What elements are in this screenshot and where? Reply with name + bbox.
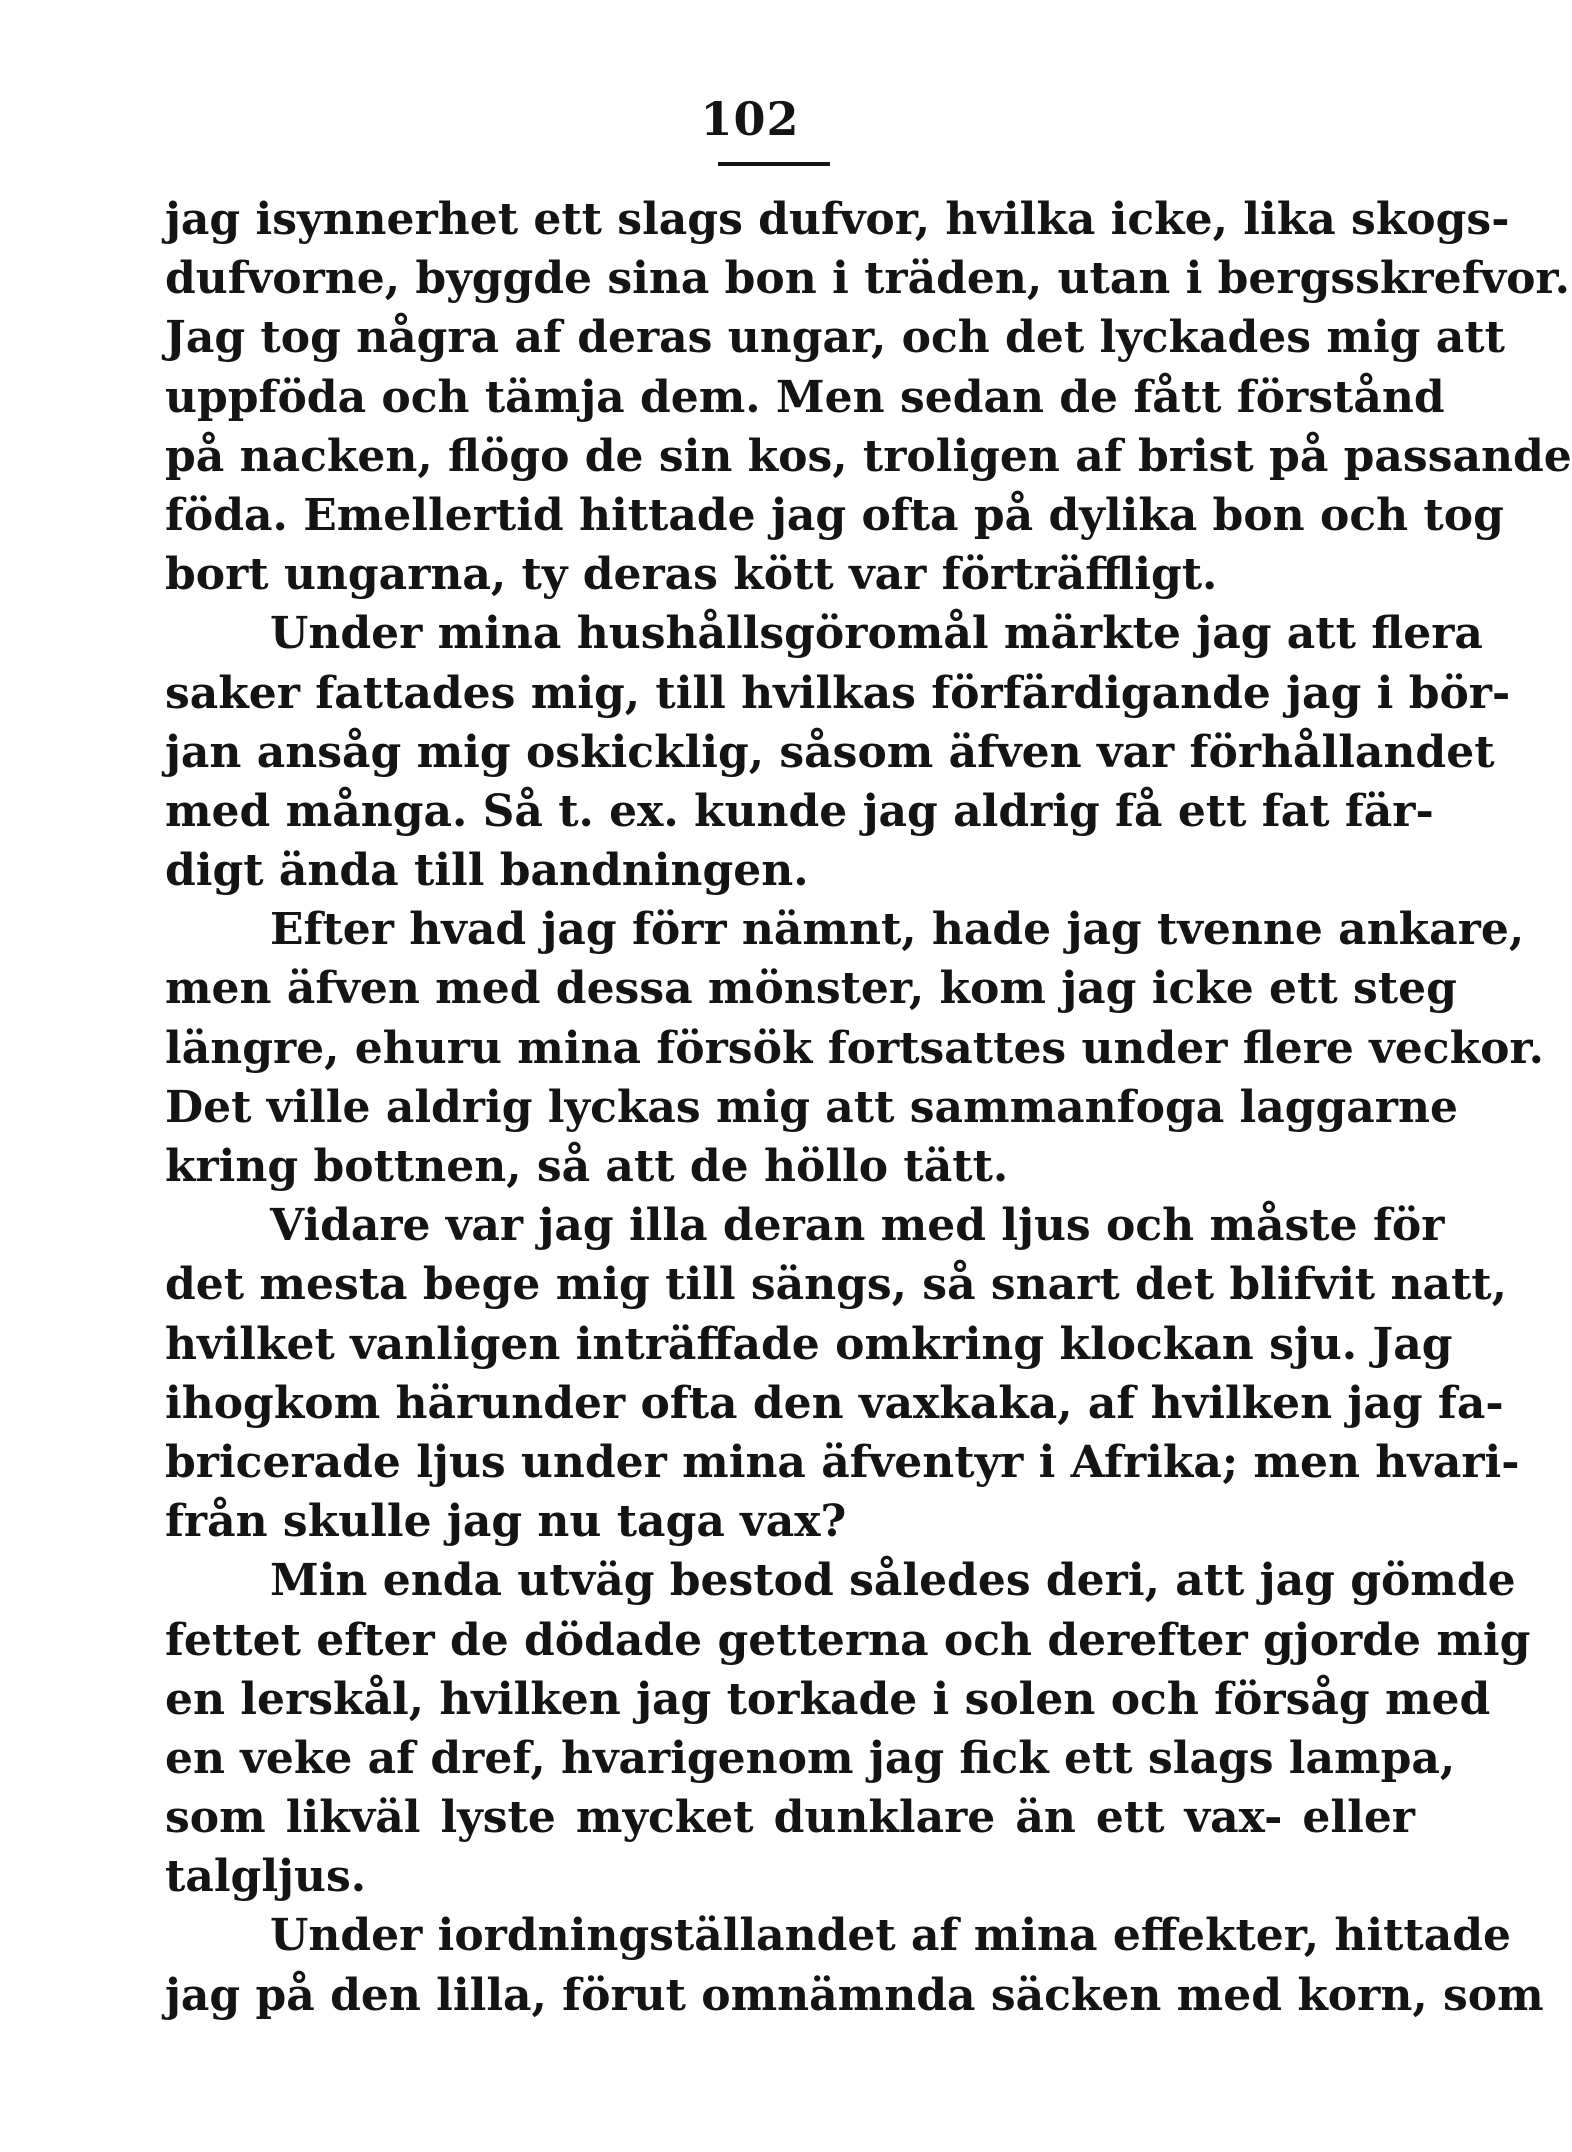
- text-line: digt ända till bandningen.: [165, 845, 809, 897]
- text-line: Min enda utväg bestod således deri, att jag gömde: [270, 1555, 1516, 1607]
- text-line: Vidare var jag illa deran med ljus och måste för: [270, 1200, 1445, 1252]
- text-line: på nacken, flögo de sin kos, troligen af brist på passande: [165, 430, 1572, 482]
- text-line: jan ansåg mig oskicklig, såsom äfven var förhållandet: [165, 726, 1495, 778]
- text-line: det mesta bege mig till sängs, så snart det blifvit natt,: [165, 1259, 1507, 1311]
- text-line: Under mina hushållsgöromål märkte jag att flera: [270, 608, 1483, 660]
- text-line: föda. Emellertid hittade jag ofta på dylika bon och tog: [165, 489, 1504, 541]
- text-line: från skulle jag nu taga vax?: [165, 1496, 847, 1548]
- text-line: fettet efter de dödade getterna och derefter gjorde mig: [165, 1614, 1531, 1666]
- text-line: men äfven med dessa mönster, kom jag icke ett steg: [165, 963, 1457, 1015]
- text-line: ihogkom härunder ofta den vaxkaka, af hvilken jag fa-: [165, 1377, 1504, 1429]
- text-line: med många. Så t. ex. kunde jag aldrig få ett fat fär-: [165, 785, 1434, 837]
- text-line: kring bottnen, så att de höllo tätt.: [165, 1141, 1009, 1192]
- text-line: jag isynnerhet ett slags dufvor, hvilka icke, lika skogs-: [165, 194, 1510, 245]
- page-number-underline: [718, 162, 830, 166]
- text-line: Efter hvad jag förr nämnt, hade jag tvenne ankare,: [270, 904, 1525, 956]
- text-line: bricerade ljus under mina äfventyr i Afrika; men hvari-: [165, 1436, 1520, 1488]
- page-number: 102: [700, 92, 800, 146]
- text-line: en lerskål, hvilken jag torkade i solen och försåg med: [165, 1673, 1491, 1725]
- text-line: hvilket vanligen inträffade omkring klockan sju. Jag: [165, 1318, 1453, 1370]
- text-line: en veke af dref, hvarigenom jag fick ett slags lampa,: [165, 1732, 1456, 1784]
- body-text: [165, 190, 1572, 2025]
- text-line: Jag tog några af deras ungar, och det lyckades mig att: [165, 312, 1505, 364]
- text-line: som likväl lyste mycket dunklare än ett vax- eller: [165, 1792, 1415, 1844]
- text-line: längre, ehuru mina försök fortsattes under flere veckor.: [165, 1022, 1544, 1074]
- text-line: Det ville aldrig lyckas mig att sammanfoga laggarne: [165, 1081, 1458, 1133]
- text-line: saker fattades mig, till hvilkas förfärdigande jag i bör-: [165, 667, 1511, 719]
- text-line: Under iordningställandet af mina effekter, hittade: [270, 1910, 1512, 1962]
- text-line: bort ungarna, ty deras kött var förträffligt.: [165, 549, 1218, 601]
- text-line: talgljus.: [165, 1851, 367, 1903]
- text-line: jag på den lilla, förut omnämnda säcken med korn, som: [165, 1969, 1544, 2021]
- text-line: uppföda och tämja dem. Men sedan de fått förstånd: [165, 371, 1445, 423]
- text-line: dufvorne, byggde sina bon i träden, utan i bergsskrefvor.: [165, 253, 1570, 305]
